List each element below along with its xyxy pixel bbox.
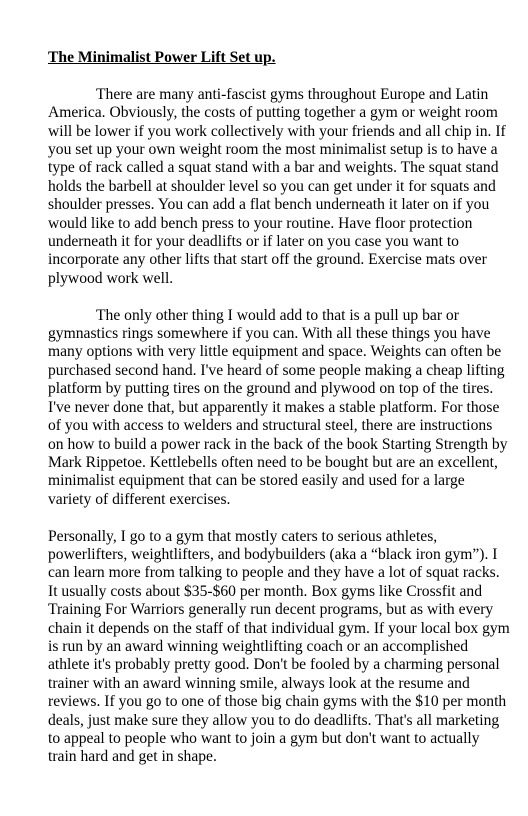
document-body <box>48 49 510 785</box>
paragraph-2: The only other thing I would add to that is a pull up bar or gymnastics rings somewhere if you can. With all these things you have many options with very little equipment and space. Weights can often be purchased second hand. I've heard of some people making a cheap lifting platform by putting tires on the ground and plywood on top of the tires. I've never done that, but apparently it makes a stable platform. For those of you with access to welders and structural steel, there are instructions on how to build a power rack in the back of the book Starting Strength by Mark Rippetoe. Kettlebells often need to be bought but are an excellent, minimalist equipment that can be stored easily and used for a large variety of different exercises. <box>48 306 508 508</box>
paragraph-3: Personally, I go to a gym that mostly caters to serious athletes, powerlifters, weightlifters, and bodybuilders (aka a “black iron gym”). I can learn more from talking to people and they have a lot of squat racks. It usually costs about $35-$60 per month. Box gyms like Crossfit and Training For Warriors generally run decent programs, but as with every chain it depends on the staff of that individual gym. If your local box gym is run by an award winning weightlifting coach or an accomplished athlete it's probably pretty good. Don't be fooled by a charming personal trainer with an award winning smile, always look at the resume and reviews. If you go to one of those big chain gyms with the $10 per month deals, just make sure they allow you to do deadlifts. That's all marketing to appeal to people who want to join a gym but don't want to actually train hard and get in shape. <box>48 527 510 766</box>
document-title: The Minimalist Power Lift Set up. <box>48 49 276 66</box>
paragraph-1: There are many anti-fascist gyms throughout Europe and Latin America. Obviously, the costs of putting together a gym or weight room will be lower if you work collectively with your friends and all chip in. If you set up your own weight room the most minimalist setup is to have a type of rack called a squat stand with a bar and weights. The squat stand holds the barbell at shoulder level so you can get under it for squats and shoulder presses. You can add a flat bench underneath it later on if you would like to add bench press to your routine. Have floor protection underneath it for your deadlifts or if later on you case you want to incorporate any other lifts that start off the ground. Exercise mats over plywood work well. <box>48 85 506 287</box>
